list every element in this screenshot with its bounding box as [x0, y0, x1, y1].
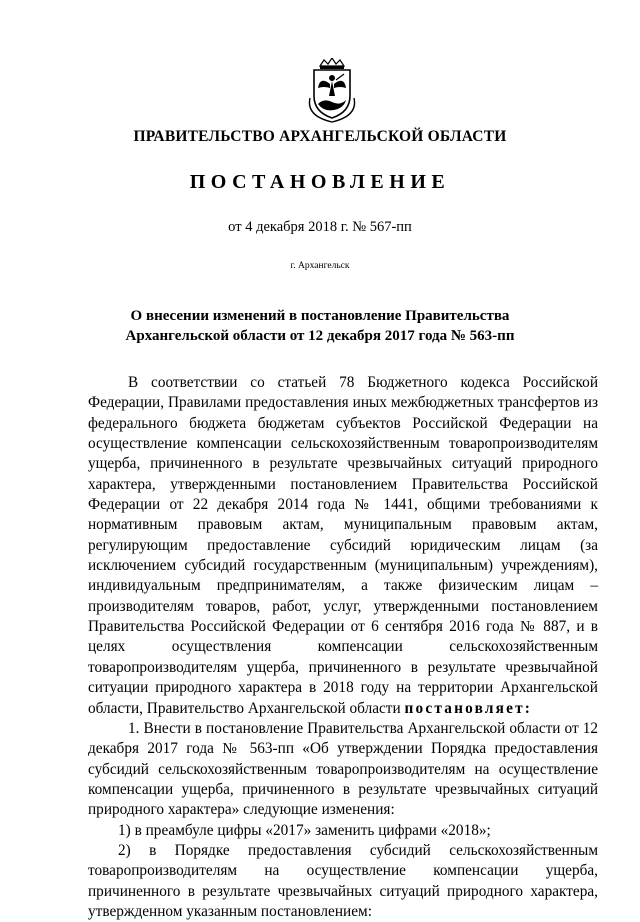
coat-of-arms-icon — [302, 58, 362, 124]
title-line-1: О внесении изменений в постановление Правительства — [130, 308, 510, 324]
preamble-paragraph — [88, 373, 598, 719]
title-line-2: Архангельской области от 12 декабря 2017 года № 563-пп — [125, 328, 515, 344]
document-body — [88, 373, 598, 922]
document-type: ПОСТАНОВЛЕНИЕ — [189, 171, 451, 193]
item-1-paragraph: 1. Внести в постановление Правительства Архангельской области от 12 декабря 2017 года № 563-пп «Об утверждении Порядка предоставления субсидий сельскохозяйственным товаропроизводителям на осуществление компенсации ущерба, причиненного в результате чрезвычайных ситуаций природного характера» следующие изменения: — [88, 719, 598, 819]
decree-word: постановляет — [404, 699, 525, 717]
organization-name: ПРАВИТЕЛЬСТВО АРХАНГЕЛЬСКОЙ ОБЛАСТИ — [133, 128, 507, 145]
preamble-text: В соответствии со статьей 78 Бюджетного кодекса Российской Федерации, Правилами предоставления иных межбюджетных трансфертов из федерального бюджета бюджетам субъектов Российской Федерации на осуществление компенсации сельскохозяйственным товаропроизводителям ущерба, причиненного в результате чрезвычайных ситуаций природного характера, утвержденными постановлением Правительства Российской Федерации от 22 декабря 2014 года № 1441, общими требованиями к нормативным правовым актам, муниципальным правовым актам, регулирующим предоставление субсидий юридическим лицам (за исключением субсидий государственным (муниципальным) учреждениям), индивидуальным предпринимателям, а также физическим лицам – производителям товаров, работ, услуг, утвержденными постановлением Правительства Российской Федерации от 6 сентября 2016 года № 887, и в целях осуществления компенсации сельскохозяйственным товаропроизводителям ущерба, причиненного в результате чрезвычайной ситуации природного характера в 2018 году на территории Архангельской области, Правительство Архангельской области — [88, 374, 598, 717]
city-name: г. Архангельск — [290, 261, 350, 271]
date-and-number: от 4 декабря 2018 г. № 567-пп — [228, 219, 412, 235]
decree-colon: : — [524, 699, 530, 717]
item-1-1-paragraph: 1) в преамбуле цифры «2017» заменить цифрами «2018»; — [118, 821, 491, 839]
document-title — [0, 306, 640, 346]
item-1-2-paragraph: 2) в Порядке предоставления субсидий сельскохозяйственным товаропроизводителям на осуществление компенсации ущерба, причиненного в результате чрезвычайных ситуаций природного характера, утвержденном указанным постановлением: — [88, 841, 598, 920]
